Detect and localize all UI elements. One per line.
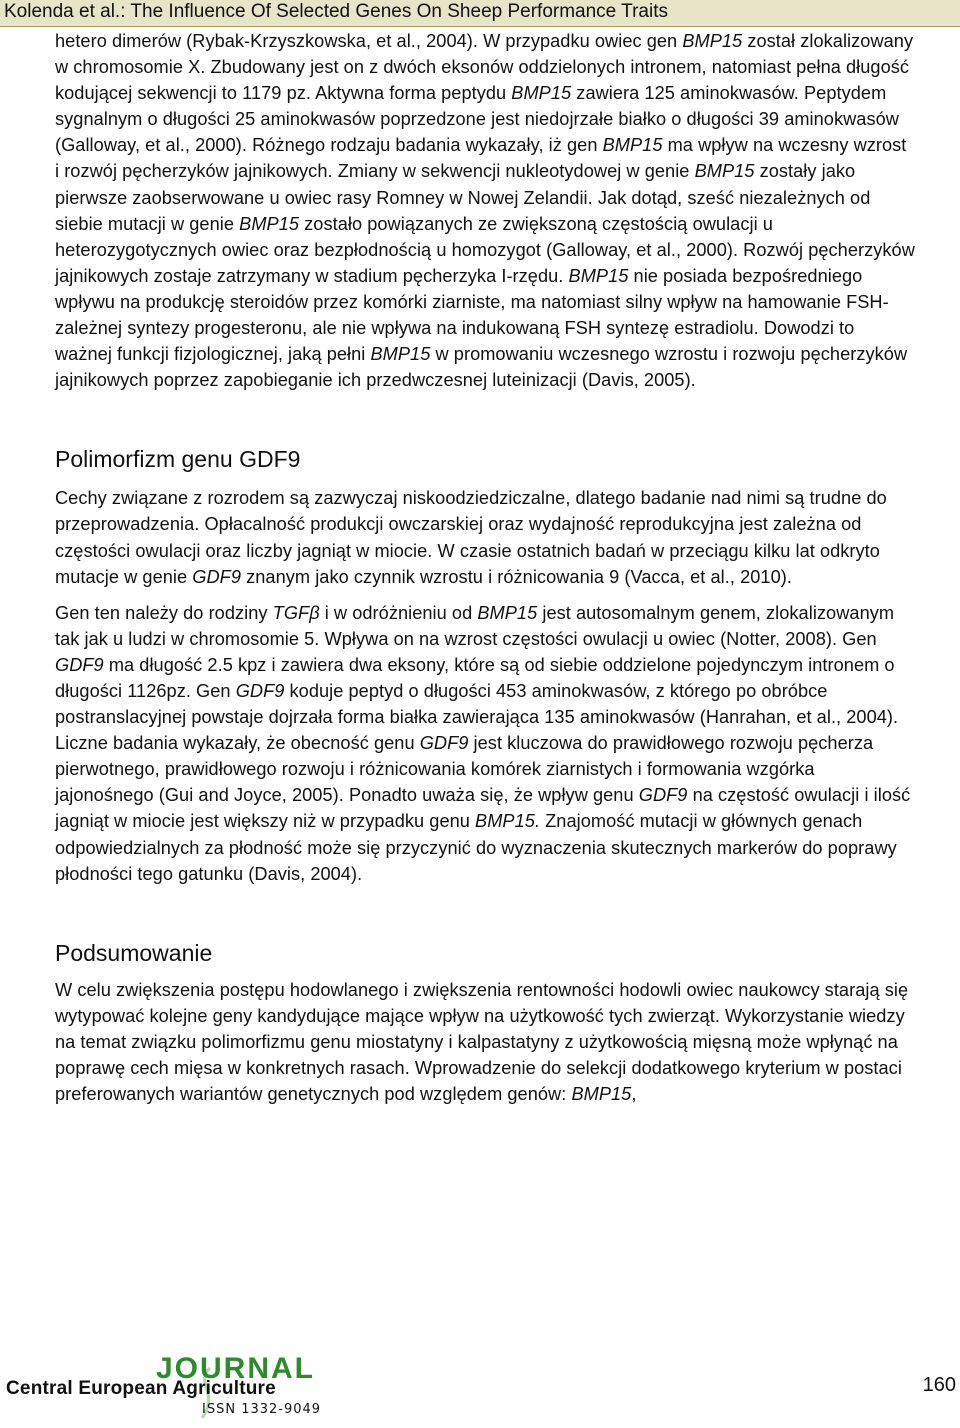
gene-name: BMP15.	[475, 811, 541, 832]
text-run: w promowaniu wczesnego wzrostu i rozwoju pęcherzyków jajnikowych poprzez zapobieganie ich przedwczesnej luteinizacji (Davis, 2005).	[55, 344, 908, 391]
text-run: na częstość owulacji i ilość jagniąt w miocie jest większy niż w przypadku genu	[55, 785, 911, 832]
gene-name: BMP15	[370, 344, 431, 365]
gene-name: GDF9	[192, 566, 241, 587]
text-run: W celu zwiększenia postępu hodowlanego i zwiększenia rentowności hodowli owiec naukowcy starają się wytypować kolejne geny kandydujące mające wpływ na użytkowość tych zwierząt. Wykorzystanie wiedzy na temat związku polimorfizmu genu miostatyny i kalpastatyny z użytkowością mięsną może wpłynąć na poprawę cech mięsa w konkretnych rasach. Wprowadzenie do selekcji dodatkowego kryterium w postaci preferowanych wariantów genetycznych pod względem genów:	[55, 979, 909, 1105]
gene-name: GDF9	[235, 680, 285, 701]
gene-name: BMP15	[602, 135, 663, 156]
text-run: jest autosomalnym genem, zlokalizowanym tak jak u ludzi w chromosomie 5. Wpływa on na wzrost częstości owulacji u owiec (Notter, 2008). Gen	[55, 602, 895, 649]
text-run: ma wpływ na wczesny wzrost i rozwój pęcherzyków jajnikowych. Zmiany w sekwencji nukleotydowej w genie	[55, 135, 907, 182]
gene-name: BMP15	[694, 161, 755, 182]
logo-journal-name: Central European Agriculture	[6, 1378, 276, 1399]
text-run: Gen ten należy do rodziny	[55, 602, 273, 623]
logo-journal-text: JOURNAL	[156, 1352, 316, 1385]
text-run: Znajomość mutacji w głównych genach odpowiedzialnych za płodność może się przyczynić do wyznaczenia skutecznych markerów do poprawy płodności tego gatunku (Davis, 2004).	[55, 811, 897, 884]
text-run: hetero dimerów (Rybak-Krzyszkowska, et al., 2004). W przypadku owiec gen	[55, 31, 683, 51]
text-run: jest kluczowa do prawidłowego rozwoju pęcherza pierwotnego, prawidłowego rozwoju i różnicowania komórek ziarnistych i formowania wzgórka jajonośnego (Gui and Joyce, 2005). Ponadto uważa się, że wpływ genu	[55, 733, 874, 806]
gene-name: BMP15	[568, 265, 629, 286]
article-body	[55, 28, 915, 1107]
paragraph-bmp15	[55, 28, 915, 393]
gene-name: BMP15	[239, 213, 300, 234]
gene-name: BMP15	[682, 31, 743, 51]
gene-name: GDF9	[419, 733, 469, 754]
text-run: Cechy związane z rozrodem są zazwyczaj niskoodziedziczalne, dlatego badanie nad nimi są trudne do przeprowadzenia. Opłacalność produkcji owczarskiej oraz wydajność reprodukcyjna jest zależna od częstości owulacji oraz liczby jagniąt w miocie. W czasie ostatnich badań w przeciągu kilku lat odkryto mutacje w genie	[55, 488, 887, 587]
gene-name: BMP15	[511, 83, 572, 104]
text-run: i w odróżnieniu od	[319, 602, 478, 623]
text-run: został zlokalizowany w chromosomie X. Zbudowany jest on z dwóch eksonów oddzielonych intronem, natomiast pełna długość kodującej sekwencji to 1179 pz. Aktywna forma peptydu	[55, 31, 914, 104]
gene-name: BMP15	[477, 602, 538, 623]
text-run: nie posiada bezpośredniego wpływu na produkcję steroidów przez komórki ziarniste, ma natomiast silny wpływ na hamowanie FSH-zależnej syntezy progesteronu, ale nie wpływa na indukowaną FSH syntezę estradiolu. Dowodzi to ważnej funkcji fizjologicznej, jaką pełni	[55, 265, 889, 365]
text-run: zawiera 125 aminokwasów. Peptydem sygnalnym o długości 25 aminokwasów poprzedzone jest niedojrzałe białko o długości 39 aminokwasów (Galloway, et al., 2000). Różnego rodzaju badania wykazały, iż gen	[55, 83, 899, 156]
running-title: Kolenda et al.: The Influence Of Selected Genes On Sheep Performance Traits	[4, 1, 668, 22]
journal-logo	[6, 1352, 336, 1422]
running-header	[0, 0, 960, 27]
text-run: koduje peptyd o długości 453 aminokwasów, z którego po obróbce postranslacyjnej powstaje dojrzała forma białka zawierająca 135 aminokwasów (Hanrahan, et al., 2004). Liczne badania wykazały, że obecność genu	[55, 680, 899, 754]
gene-name: GDF9	[638, 785, 688, 806]
section-heading-summary: Podsumowanie	[55, 939, 213, 966]
page-number: 160	[922, 1374, 956, 1396]
gene-name: BMP15	[571, 1084, 632, 1105]
gene-name: GDF9	[55, 654, 104, 675]
text-run: znanym jako czynnik wzrostu i różnicowania 9 (Vacca, et al., 2010).	[241, 566, 792, 587]
gene-name: TGFβ	[272, 602, 320, 623]
text-run: ,	[631, 1084, 637, 1105]
logo-issn: ISSN 1332-9049	[202, 1402, 322, 1417]
paragraph-gdf9-details	[55, 600, 915, 887]
paragraph-summary	[55, 977, 915, 1107]
text-run: zostały jako pierwsze zaobserwowane u owiec rasy Romney w Nowej Zelandii. Jak dotąd, sześć niezależnych od siebie mutacji w genie	[55, 161, 871, 234]
text-run: zostało powiązanych ze zwiększoną częstością owulacji u heterozygotycznych owiec oraz bezpłodnością u homozygot (Galloway, et al., 2000). Rozwój pęcherzyków jajnikowych zostaje zatrzymany w stadium pęcherzyka I-rzędu.	[55, 213, 915, 286]
paragraph-gdf9-intro	[55, 485, 915, 589]
text-run: ma długość 2.5 kpz i zawiera dwa eksony, które są od siebie oddzielone pojedynczym intronem o długości 1126pz. Gen	[55, 654, 895, 701]
section-heading-gdf9: Polimorfizm genu GDF9	[55, 446, 301, 473]
